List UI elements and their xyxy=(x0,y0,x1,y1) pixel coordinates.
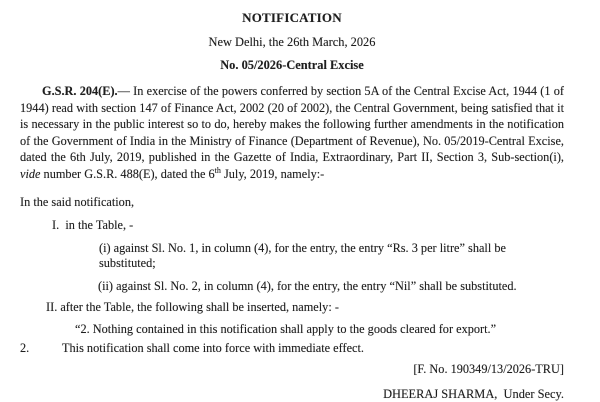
amendment-intro: In the said notification, xyxy=(20,194,135,209)
sub-clause-ii: (ii) against Sl. No. 2, in column (4), for the entry, the entry “Nil” shall be substituted. xyxy=(98,278,517,293)
paragraph-body-after-vide: number G.S.R. 488(E), dated the 6 xyxy=(40,166,215,181)
gsr-number: G.S.R. 204(E). xyxy=(42,84,118,98)
dateline: New Delhi, the 26th March, 2026 xyxy=(208,35,376,49)
sub-clause-i: (i) against Sl. No. 1, in column (4), for the entry, the entry “Rs. 3 per litre” shall be substituted; xyxy=(99,240,510,270)
opening-paragraph xyxy=(20,83,564,183)
gsr-dash: — xyxy=(117,84,134,98)
closing-paragraph xyxy=(20,341,564,356)
vide-word: vide xyxy=(20,166,41,181)
clause-two: II. after the Table, the following shall be inserted, namely: - xyxy=(46,299,339,314)
closing-paragraph-text: This notification shall come into force with immediate effect. xyxy=(62,340,364,355)
notification-title: NOTIFICATION xyxy=(242,10,342,25)
ordinal-suffix: th xyxy=(214,165,221,175)
file-number: [F. No. 190349/13/2026-TRU] xyxy=(413,361,564,376)
inserted-entry: “2. Nothing contained in this notification shall apply to the goods cleared for export.” xyxy=(75,321,497,336)
clause-one: I. in the Table, - xyxy=(52,217,134,232)
paragraph-body-tail: July, 2019, namely:- xyxy=(220,166,325,181)
signatory: DHEERAJ SHARMA, Under Secy. xyxy=(383,386,564,401)
notification-number: No. 05/2026-Central Excise xyxy=(220,58,364,72)
closing-paragraph-number: 2. xyxy=(20,340,30,355)
paragraph-body-before-vide: In exercise of the powers conferred by section 5A of the Central Excise Act, 1944 (1 of 1944) read with section 147 of Finance Act, 2002 (20 of 2002), the Central Government, being satisfied that it is necessary in the public interest so to do, hereby makes the following further amendments in the notification of the Government of India in the Ministry of Finance (Department of Revenue), No. 05/2019-Central Excise, dated the 6th July, 2019, published in the Gazette of India, Extraordinary, Part II, Section 3, Sub-section(i), xyxy=(20,84,564,165)
